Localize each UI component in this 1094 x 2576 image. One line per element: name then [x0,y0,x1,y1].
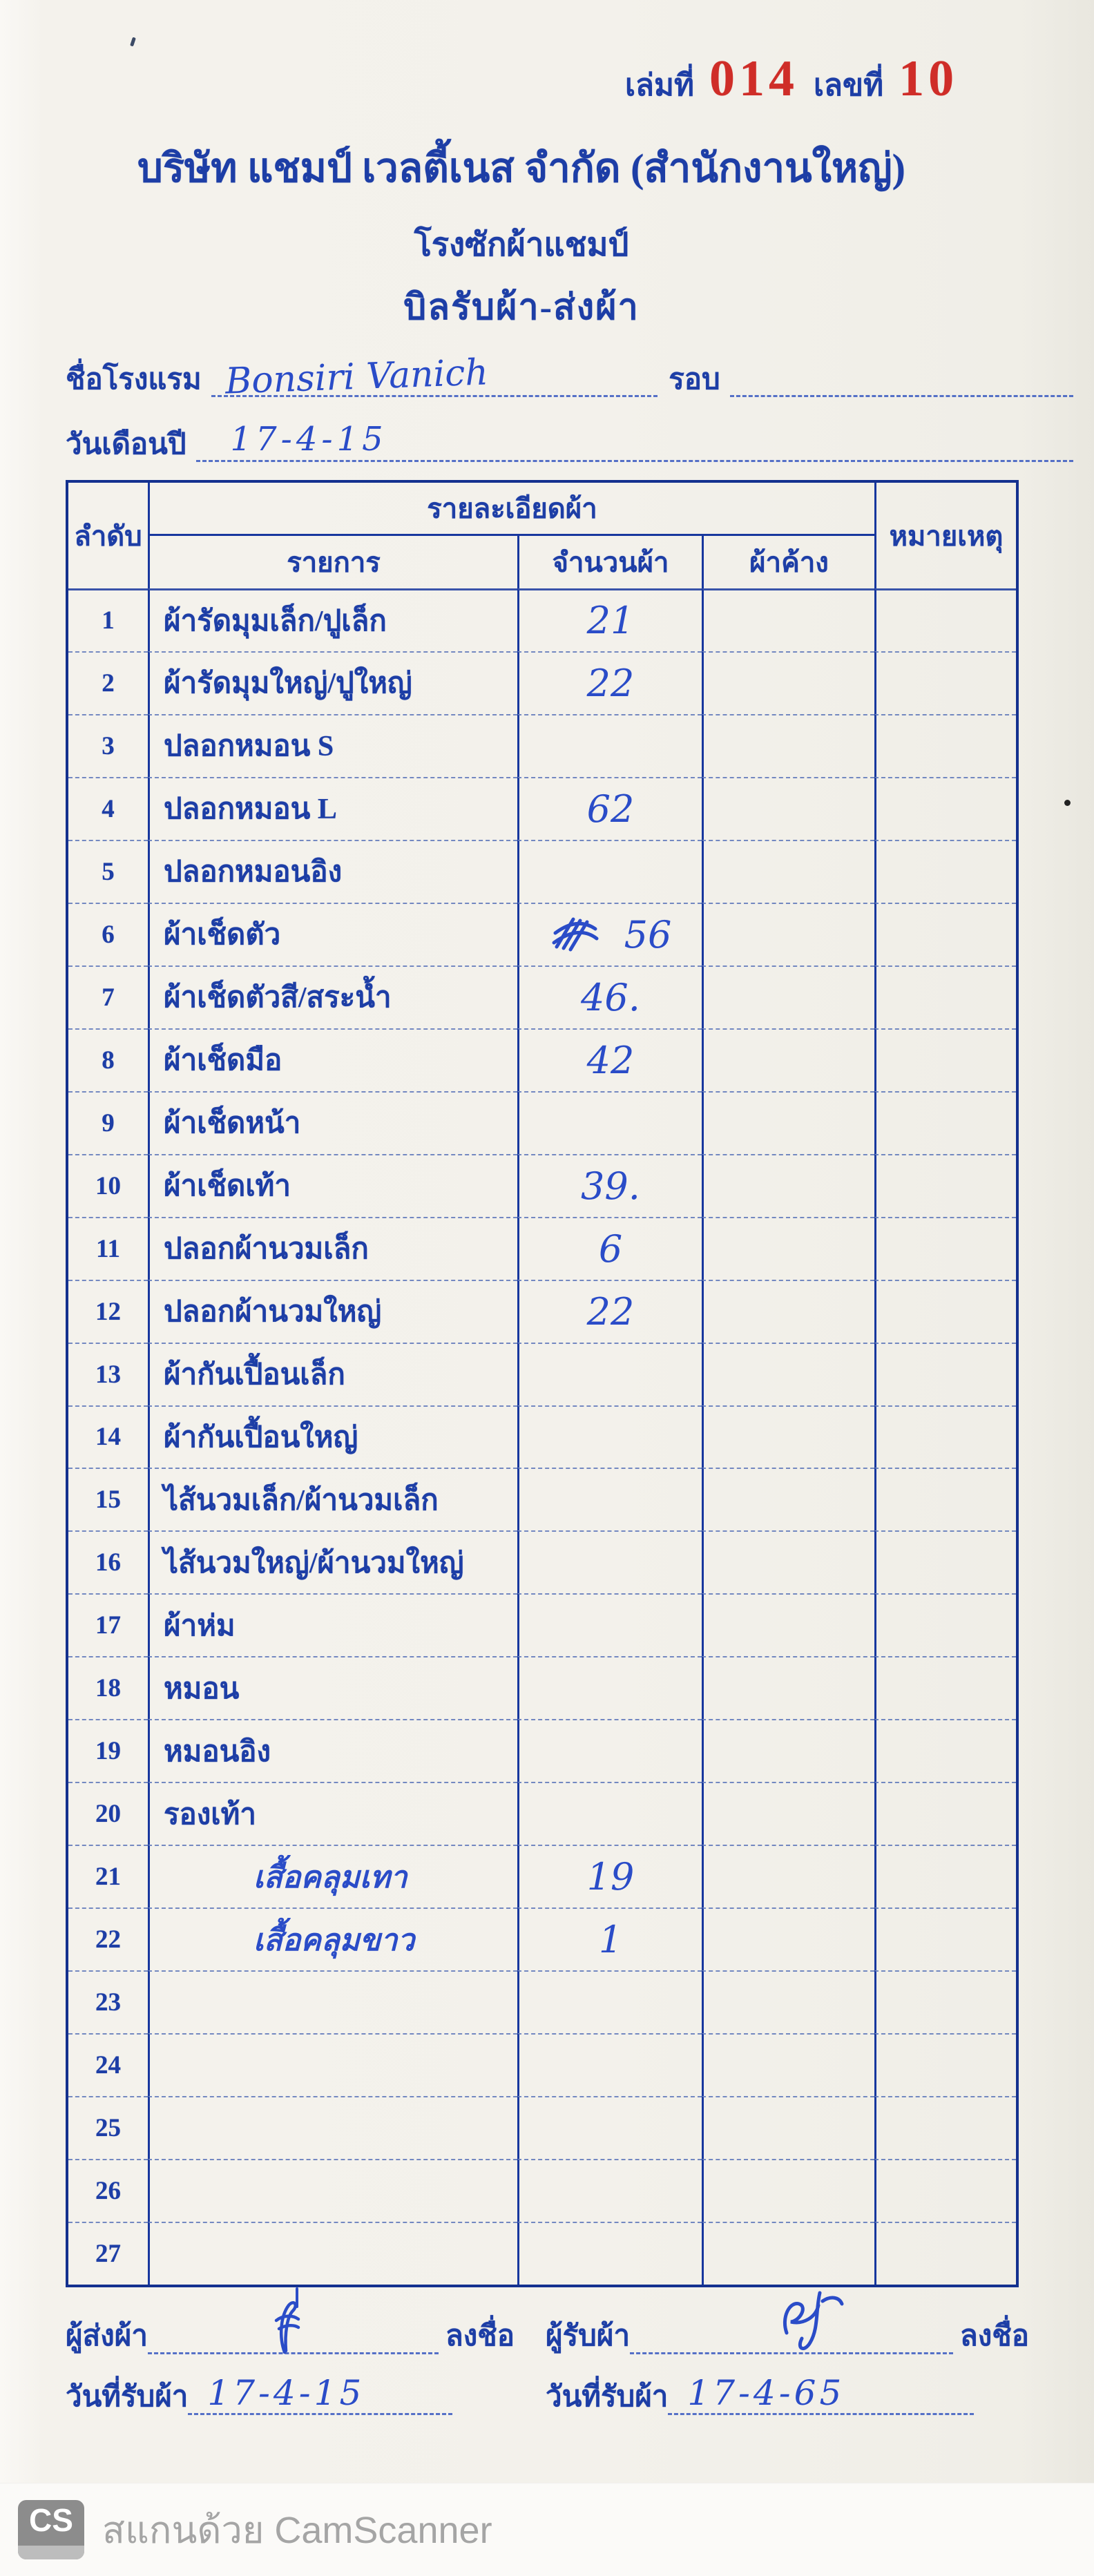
receiver-date-row [546,2373,974,2415]
row-no: 9 [68,1091,148,1154]
row-qty [517,1782,702,1845]
sender-date-row [66,2373,452,2415]
row-item: รองเท้า [148,1782,517,1845]
row-pending [702,2222,874,2285]
round-value-line [730,359,1073,397]
row-pending [702,1845,874,1907]
row-note [874,1028,1016,1091]
row-pending [702,1405,874,1468]
row-qty [517,2159,702,2222]
row-no: 10 [68,1154,148,1217]
row-no: 13 [68,1343,148,1405]
row-pending [702,1530,874,1593]
row-pending [702,1154,874,1217]
pen-stray-mark [296,2287,298,2308]
row-note [874,903,1016,965]
row-no: 22 [68,1907,148,1970]
row-item: ปลอกผ้านวมเล็ก [148,1217,517,1280]
row-item: ผ้าเช็ดตัวสี/สระน้ำ [148,965,517,1028]
row-pending [702,1468,874,1530]
date-value-line [196,420,1073,462]
receiver-sign-line [630,2315,953,2354]
row-note [874,1217,1016,1280]
row-no: 14 [68,1405,148,1468]
row-item: ปลอกหมอน S [148,714,517,777]
col-header-pending: ผ้าค้าง [702,536,874,588]
row-pending [702,1719,874,1782]
row-note [874,1530,1016,1593]
row-pending [702,1907,874,1970]
date-value-handwritten: 17-4-15 [230,420,387,459]
row-item [148,2096,517,2159]
company-name: บริษัท แชมป์ เวลตี้เนส จำกัด (สำนักงานใหญ่) [137,146,905,191]
col-header-note: หมายเหตุ [874,483,1016,588]
row-item: ไส้นวมใหญ่/ผ้านวมใหญ่ [148,1530,517,1593]
row-qty: 19 [517,1845,702,1907]
row-item [148,1970,517,2033]
row-no: 24 [68,2033,148,2096]
sender-date-line [188,2373,452,2415]
row-item [148,2222,517,2285]
round-label: รอบ [669,364,720,396]
row-pending [702,1280,874,1343]
row-no: 3 [68,714,148,777]
row-note [874,714,1016,777]
row-qty [517,2222,702,2285]
date-received-label: วันที่รับผ้า [546,2381,669,2413]
page-title: บิลรับผ้า-ส่งผ้า [403,288,640,327]
laundry-branch-name: โรงซักผ้าแชมป์ [414,227,629,263]
row-note [874,2033,1016,2096]
laundry-items-table [66,480,1019,2287]
row-qty [517,1343,702,1405]
row-no: 1 [68,588,148,651]
camscanner-logo-tab [18,2546,84,2559]
row-item: ปลอกหมอน L [148,777,517,840]
row-pending [702,2033,874,2096]
row-item: หมอน [148,1656,517,1719]
row-qty [517,1530,702,1593]
row-qty [517,714,702,777]
row-note [874,1154,1016,1217]
row-qty [517,2033,702,2096]
row-pending [702,965,874,1028]
row-no: 27 [68,2222,148,2285]
row-item-handwritten: เสื้อคลุมเทา [148,1845,517,1907]
col-header-item: รายการ [148,536,517,588]
row-item [148,2033,517,2096]
row-note [874,1845,1016,1907]
row-qty [517,1468,702,1530]
row-no: 15 [68,1468,148,1530]
row-pending [702,903,874,965]
row-pending [702,1656,874,1719]
sender-sign-row [66,2315,515,2354]
row-qty: 42 [517,1028,702,1091]
row-pending [702,1028,874,1091]
row-qty: 1 [517,1907,702,1970]
row-no: 26 [68,2159,148,2222]
row-item [148,2159,517,2222]
row-no: 4 [68,777,148,840]
row-pending [702,777,874,840]
doc-no-value: 10 [899,50,959,107]
receiver-sign-row [546,2315,1029,2354]
row-no: 25 [68,2096,148,2159]
col-header-no: ลำดับ [74,520,142,552]
row-note [874,2096,1016,2159]
receiver-date-line [668,2373,974,2415]
row-no: 16 [68,1530,148,1593]
document-numbers [625,50,958,109]
row-qty: 62 [517,777,702,840]
row-note [874,1405,1016,1468]
row-no: 18 [68,1656,148,1719]
camscanner-logo-text: CS [29,2502,73,2538]
row-no: 21 [68,1845,148,1907]
row-no: 6 [68,903,148,965]
row-qty: 22 [517,1280,702,1343]
col-header-details: รายละเอียดผ้า [148,483,874,536]
row-item: ผ้าเช็ดมือ [148,1028,517,1091]
row-item: ไส้นวมเล็ก/ผ้านวมเล็ก [148,1468,517,1530]
row-note [874,2222,1016,2285]
row-pending [702,714,874,777]
row-qty [517,1405,702,1468]
camscanner-logo-icon [18,2500,84,2559]
row-note [874,1280,1016,1343]
row-note [874,840,1016,903]
row-qty [517,1091,702,1154]
date-label: วันเดือนปี [66,429,186,461]
row-pending [702,840,874,903]
row-qty: 21 [517,588,702,651]
row-no: 12 [68,1280,148,1343]
camscanner-watermark-text: สแกนด้วย CamScanner [102,2510,492,2551]
row-item: ผ้าเช็ดเท้า [148,1154,517,1217]
row-note [874,1343,1016,1405]
row-note [874,777,1016,840]
row-pending [702,2159,874,2222]
row-no: 23 [68,1970,148,2033]
scratched-out-number [550,914,619,955]
sender-sign-line [148,2315,439,2354]
row-note [874,1970,1016,2033]
row-note [874,1091,1016,1154]
row-item: ผ้าเช็ดตัว [148,903,517,965]
row-item: หมอนอิง [148,1719,517,1782]
row-qty: 6 [517,1217,702,1280]
row-pending [702,2096,874,2159]
row-pending [702,588,874,651]
sender-date-handwritten: 17-4-15 [207,2373,365,2413]
receiver-label: ผู้รับผ้า [546,2320,631,2352]
sender-signature [258,2297,307,2356]
ink-speck [1064,800,1071,806]
row-note [874,965,1016,1028]
book-no-label: เล่มที่ [625,68,695,102]
row-qty-value: 56 [624,912,672,957]
sign-here-label: ลงชื่อ [960,2320,1029,2352]
row-pending [702,1091,874,1154]
row-item: ผ้าห่ม [148,1593,517,1656]
row-item: ผ้ากันเปื้อนเล็ก [148,1343,517,1405]
row-no: 20 [68,1782,148,1845]
row-pending [702,1782,874,1845]
row-note [874,651,1016,714]
row-item: ผ้าเช็ดหน้า [148,1091,517,1154]
row-qty: 39. [517,1154,702,1217]
row-pending [702,651,874,714]
row-note [874,588,1016,651]
book-no-value: 014 [709,50,799,107]
row-qty [517,1656,702,1719]
row-qty: 46. [517,965,702,1028]
receiver-signature [766,2287,849,2370]
row-qty [517,840,702,903]
hotel-value-handwritten: Bonsiri Vanich [224,352,489,403]
row-pending [702,1343,874,1405]
row-item-handwritten: เสื้อคลุมขาว [148,1907,517,1970]
receiver-date-handwritten: 17-4-65 [687,2373,845,2413]
row-note [874,1593,1016,1656]
hotel-field-row [66,352,1073,403]
camscanner-footer [0,2483,1094,2576]
row-no: 19 [68,1719,148,1782]
row-qty [517,1593,702,1656]
row-no: 17 [68,1593,148,1656]
row-note [874,1719,1016,1782]
sign-here-label: ลงชื่อ [445,2320,515,2352]
sender-label: ผู้ส่งผ้า [66,2320,148,2352]
date-received-label: วันที่รับผ้า [66,2381,189,2413]
row-qty [517,1970,702,2033]
row-no: 11 [68,1217,148,1280]
row-item: ปลอกผ้านวมใหญ่ [148,1280,517,1343]
row-pending [702,1970,874,2033]
row-note [874,2159,1016,2222]
row-no: 8 [68,1028,148,1091]
row-pending [702,1217,874,1280]
date-field-row [66,420,1073,462]
row-item: ผ้ากันเปื้อนใหญ่ [148,1405,517,1468]
row-note [874,1907,1016,1970]
row-no: 2 [68,651,148,714]
col-header-qty: จำนวนผ้า [517,536,702,588]
doc-no-label: เลขที่ [814,68,884,102]
row-no: 7 [68,965,148,1028]
row-qty [517,903,702,965]
row-note [874,1468,1016,1530]
row-item: ผ้ารัดมุมใหญ่/ปูใหญ่ [148,651,517,714]
hotel-label: ชื่อโรงแรม [66,364,202,396]
row-note [874,1656,1016,1719]
row-pending [702,1593,874,1656]
row-qty [517,1719,702,1782]
row-no: 5 [68,840,148,903]
row-item: ปลอกหมอนอิง [148,840,517,903]
row-item: ผ้ารัดมุมเล็ก/ปูเล็ก [148,588,517,651]
row-qty [517,2096,702,2159]
row-note [874,1782,1016,1845]
hotel-value-line [211,352,658,403]
row-qty: 22 [517,651,702,714]
